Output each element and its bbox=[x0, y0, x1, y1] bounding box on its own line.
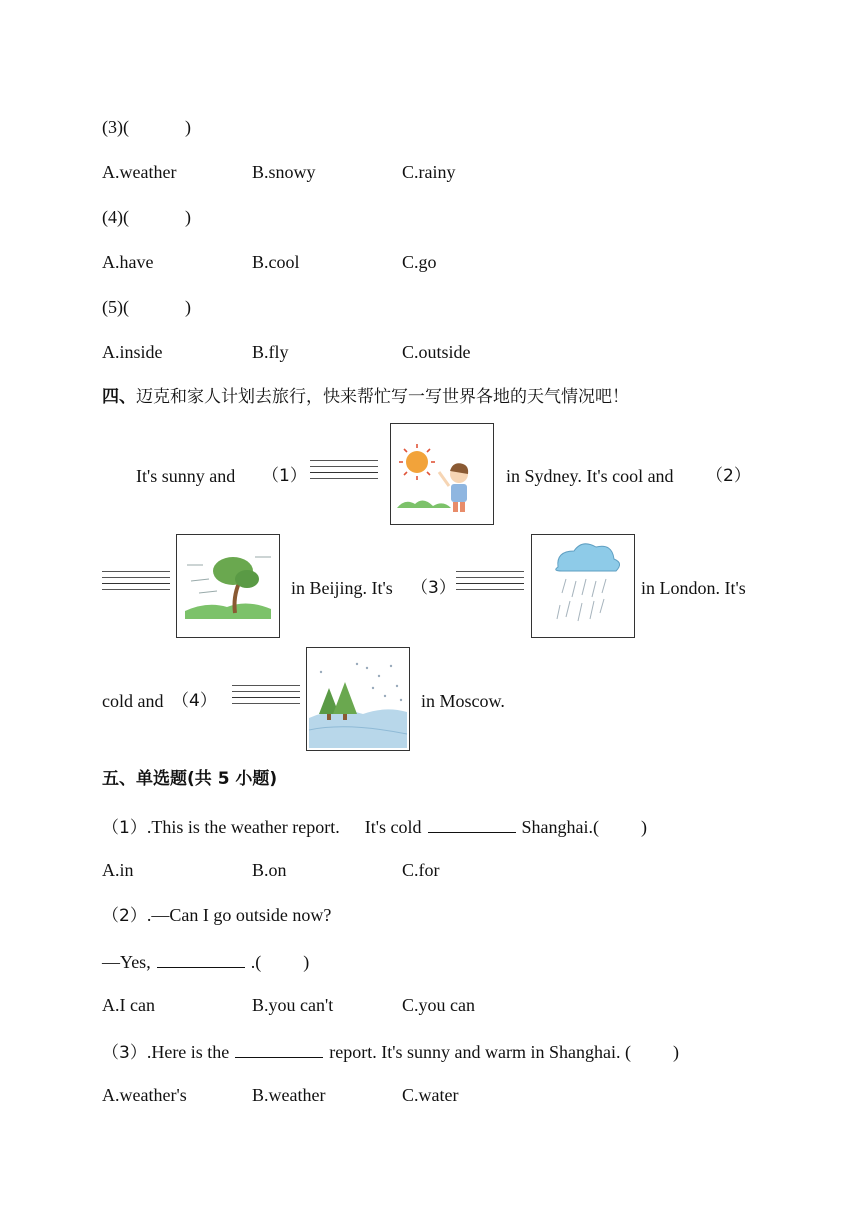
q5-item2-blank[interactable] bbox=[157, 949, 245, 968]
snowy-trees-illustration bbox=[307, 648, 409, 750]
q4-blank-4-number: （4） bbox=[172, 691, 217, 711]
q4-text-1: It's sunny and bbox=[136, 466, 236, 486]
q3-item3-option-a: A.weather bbox=[102, 162, 177, 182]
q5-item2-option-c: C.you can bbox=[402, 995, 475, 1015]
q4-blank-2-writing-lines[interactable] bbox=[102, 571, 170, 595]
q3-item4-option-c: C.go bbox=[402, 252, 437, 272]
q3-item5-option-b: B.fly bbox=[252, 342, 289, 362]
q4-blank-3-number: （3） bbox=[411, 578, 456, 598]
q5-item3-option-b: B.weather bbox=[252, 1085, 326, 1105]
q5-item1-option-a: A.in bbox=[102, 860, 134, 880]
q5-item1-question: （1）.This is the weather report. It's cold Shanghai.( ) bbox=[102, 814, 647, 839]
windy-picture bbox=[176, 534, 280, 638]
q5-item1-option-c: C.for bbox=[402, 860, 440, 880]
q4-text-4: in London. It's bbox=[641, 578, 746, 598]
q3-item3-number: (3)( ) bbox=[102, 117, 191, 137]
q4-blank-3-writing-lines[interactable] bbox=[456, 571, 524, 595]
q3-item3-option-c: C.rainy bbox=[402, 162, 456, 182]
section-4-heading: 四、迈克和家人计划去旅行，快来帮忙写一写世界各地的天气情况吧！ bbox=[102, 387, 629, 407]
q3-item5-option-a: A.inside bbox=[102, 342, 163, 362]
q3-item5-option-c: C.outside bbox=[402, 342, 471, 362]
rainy-picture bbox=[531, 534, 635, 638]
q4-text-3: in Beijing. It's bbox=[291, 578, 393, 598]
q5-item3-question: （3）.Here is the report. It's sunny and warm in Shanghai. ( ) bbox=[102, 1039, 679, 1064]
q4-text-5: cold and bbox=[102, 691, 164, 711]
q4-text-2: in Sydney. It's cool and bbox=[506, 466, 674, 486]
q4-blank-4-writing-lines[interactable] bbox=[232, 685, 300, 709]
q5-item2-option-b: B.you can't bbox=[252, 995, 334, 1015]
q5-item2-question: （2）.—Can I go outside now? bbox=[102, 905, 332, 926]
q3-item4-number: (4)( ) bbox=[102, 207, 191, 227]
q4-blank-2-number: （2） bbox=[706, 466, 751, 486]
q5-item2-answer-line: —Yes, .( ) bbox=[102, 949, 309, 973]
q3-item4-option-a: A.have bbox=[102, 252, 154, 272]
q4-text-6: in Moscow. bbox=[421, 691, 505, 711]
sunny-picture bbox=[390, 423, 494, 525]
q5-item1-blank[interactable] bbox=[428, 814, 516, 833]
q5-item1-option-b: B.on bbox=[252, 860, 287, 880]
q5-item2-option-a: A.I can bbox=[102, 995, 155, 1015]
sun-and-boy-illustration bbox=[391, 424, 493, 524]
q5-item3-blank[interactable] bbox=[235, 1039, 323, 1058]
q4-blank-1-number: （1） bbox=[262, 466, 307, 486]
windy-tree-illustration bbox=[177, 535, 279, 637]
q3-item4-option-b: B.cool bbox=[252, 252, 300, 272]
q5-item3-option-a: A.weather's bbox=[102, 1085, 187, 1105]
snowy-picture bbox=[306, 647, 410, 751]
rain-cloud-illustration bbox=[532, 535, 634, 637]
q3-item5-number: (5)( ) bbox=[102, 297, 191, 317]
q5-item3-option-c: C.water bbox=[402, 1085, 459, 1105]
q3-item3-option-b: B.snowy bbox=[252, 162, 316, 182]
q4-blank-1-writing-lines[interactable] bbox=[310, 460, 378, 484]
section-5-heading: 五、单选题(共 5 小题) bbox=[102, 769, 278, 789]
